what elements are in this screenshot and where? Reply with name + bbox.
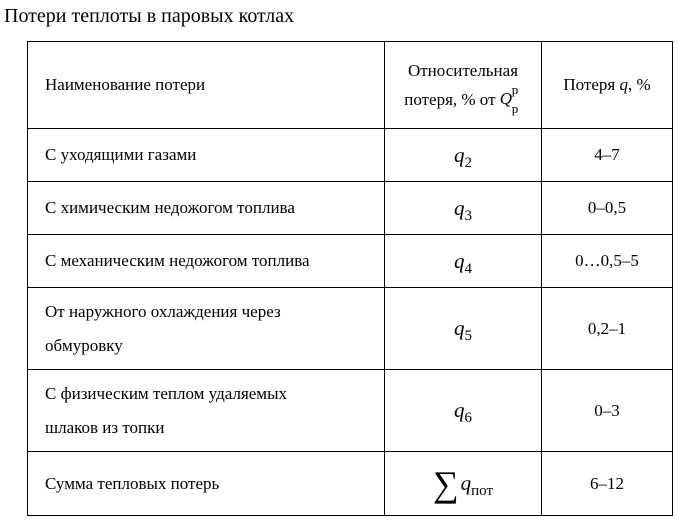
header-q-letter: Q: [499, 89, 513, 108]
heat-losses-table: [27, 41, 673, 516]
table-row: [28, 370, 673, 452]
row-loss-value: 0…0,5–5: [542, 235, 673, 288]
table-row: [28, 288, 673, 370]
header-loss-name: [28, 42, 385, 129]
sum-q-letter: q: [460, 471, 472, 495]
header-relative-line2-text: потеря, % от: [404, 90, 496, 109]
row-name-line: От наружного охлаждения через: [45, 301, 281, 321]
table-row: [28, 129, 673, 182]
row-q-subscript: 4: [464, 260, 472, 277]
header-relative-loss: [385, 42, 542, 129]
row-q-subscript: 3: [464, 207, 472, 224]
table-header-row: [28, 42, 673, 129]
row-loss-name: [28, 129, 385, 182]
sum-row-name: [28, 452, 385, 516]
sum-row-name-text: Сумма тепловых потерь: [45, 473, 220, 493]
row-loss-name: [28, 288, 385, 370]
table-row: [28, 235, 673, 288]
header-loss-unit: , %: [627, 75, 651, 94]
row-relative-symbol: [385, 235, 542, 288]
header-loss-name-text: Наименование потери: [45, 75, 206, 94]
row-name-line: шлаков из топки: [45, 417, 165, 437]
row-relative-symbol: [385, 288, 542, 370]
row-name-line: С уходящими газами: [45, 145, 197, 164]
document-title: Потери теплоты в паровых котлах: [4, 5, 295, 27]
row-q-letter: q: [454, 248, 465, 273]
row-loss-value: 0,2–1: [542, 288, 673, 370]
row-relative-symbol: [385, 370, 542, 452]
header-q-superscript: р: [511, 82, 519, 97]
row-loss-name: [28, 235, 385, 288]
row-loss-value: 4–7: [542, 129, 673, 182]
sigma-symbol: ∑: [432, 464, 459, 504]
row-relative-symbol: [385, 129, 542, 182]
row-q-subscript: 6: [464, 410, 472, 426]
row-loss-name: [28, 370, 385, 452]
row-loss-name: [28, 182, 385, 235]
row-q-letter: q: [454, 398, 465, 422]
row-name-line: С химическим недожогом топлива: [45, 198, 295, 217]
header-relative-line2: [385, 82, 541, 116]
sum-row-symbol: [385, 452, 542, 516]
row-name-line: обмуровку: [45, 335, 123, 355]
sum-q-subscript: пот: [471, 483, 494, 499]
table-sum-row: [28, 452, 673, 516]
row-q-letter: q: [454, 316, 465, 340]
row-name-line: С механическим недожогом топлива: [45, 251, 310, 270]
header-qp-symbol: [499, 82, 522, 116]
header-q-subscript: р: [511, 101, 519, 116]
row-q-letter: q: [454, 195, 465, 220]
sum-row-value: 6–12: [542, 452, 673, 516]
header-loss-text: Потеря: [563, 75, 616, 94]
row-q-letter: q: [454, 142, 465, 167]
row-loss-value: 0–0,5: [542, 182, 673, 235]
table-row: [28, 182, 673, 235]
row-q-subscript: 5: [464, 328, 472, 344]
row-q-subscript: 2: [464, 154, 472, 171]
row-relative-symbol: [385, 182, 542, 235]
row-name-line: С физическим теплом удаляемых: [45, 383, 287, 403]
header-loss-percent: [542, 42, 673, 129]
row-loss-value: 0–3: [542, 370, 673, 452]
header-loss-symbol: q: [619, 75, 628, 94]
header-relative-line1: Относительная: [407, 61, 519, 80]
